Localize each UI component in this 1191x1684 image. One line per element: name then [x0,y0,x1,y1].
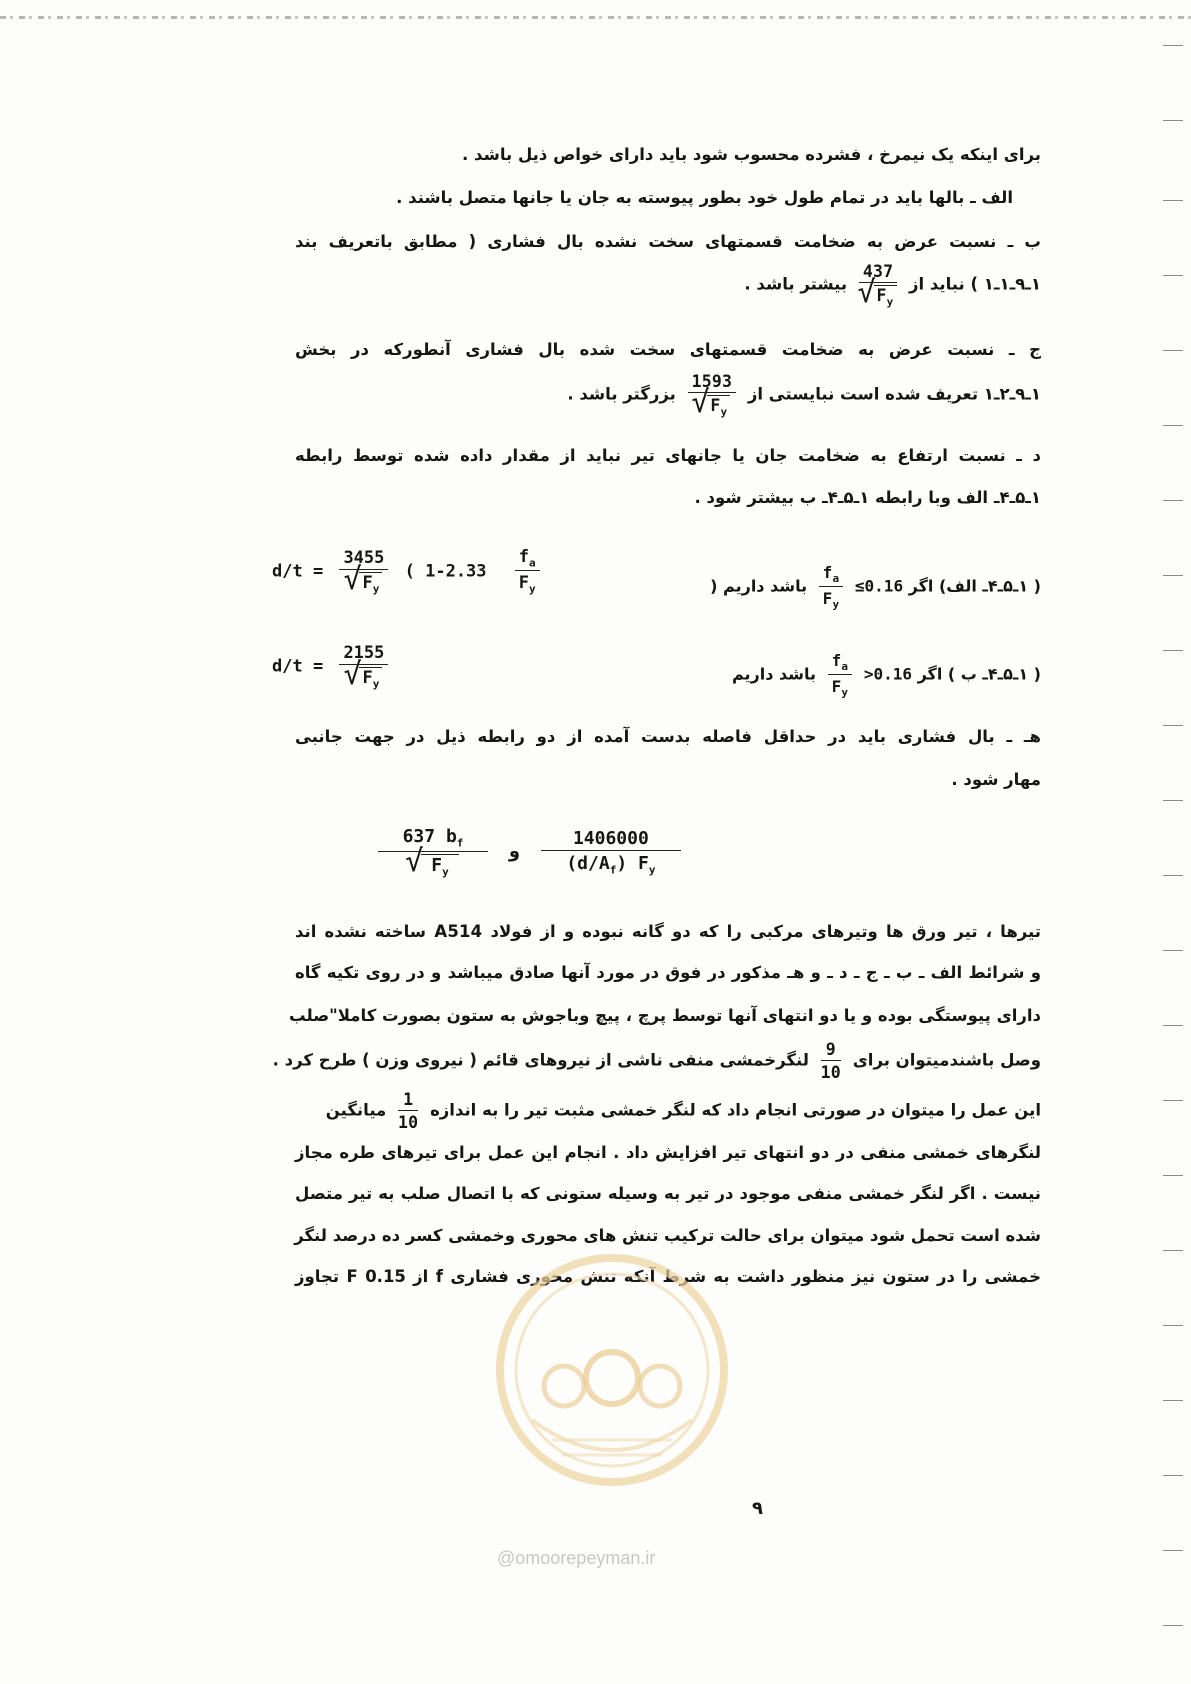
fraction-numerator: 2155 [339,643,388,665]
paragraph-line-7: نیست . اگر لنگر خمشی منفی موجود در تیر به وسیله ستونی که با اتصال صلب به تیر متصل [295,1184,1041,1203]
fraction-numerator: 1 [398,1090,418,1111]
equation-1-cond-ratio [819,563,844,611]
fraction-denominator: F [710,396,721,415]
page-number: ۹ [752,1498,763,1519]
subscript: f [609,863,617,877]
fraction-denominator: 10 [398,1113,419,1132]
fraction-numerator: 437 [859,262,897,283]
formula-conjunction: و [508,841,521,863]
bracing-formula-1 [378,826,488,878]
clause-he-line1: هـ ـ بال فشاری باید در حداقل فاصله بدست آمده از دو رابطه ذیل در جهت جانبی [295,727,1041,746]
fraction-denominator: 10 [820,1063,841,1082]
inline-fraction [398,1090,418,1132]
clause-be-tail: بیشتر باشد . [744,274,848,294]
clause-he-line2: مهار شود . [951,770,1041,789]
clause-dal-line1: د ـ نسبت ارتفاع به ضخامت جان یا جانهای تیر نباید از مقدار داده شده توسط رابطه [295,446,1041,465]
subscript: y [841,686,849,700]
bracing-formulas [372,826,687,878]
formula-denominator-tail: ) F [616,852,649,874]
equation-2-cond-ratio [828,651,853,699]
inline-fraction [821,1040,841,1082]
equation-1-ref: ( ۱ـ۵ـ۴ـ الف) اگر [908,576,1041,596]
equation-2-lhs [272,643,394,690]
subscript: y [832,598,840,612]
subscript: a [832,572,840,586]
subscript: y [372,677,380,691]
paragraph-line-6: لنگرهای خمشی منفی در دو انتهای تیر افزایش داد . انجام این عمل برای تیرهای طره مجاز [295,1143,1041,1162]
ratio-denominator: F [831,677,842,697]
clause-jim-fraction [688,372,737,418]
subscript: y [886,295,894,309]
subscript: y [372,582,380,596]
formula-numerator: 1406000 [541,828,681,851]
subscript: y [529,582,536,596]
watermark-text: @omoorepeyman.ir [497,1548,656,1568]
equation-2-ref: ( ۱ـ۵ـ۴ـ ب ) اگر [917,664,1041,684]
subscript: y [442,865,449,879]
ratio-numerator: f [822,563,833,582]
ratio-numerator: f [518,547,530,567]
paragraph-text: وصل باشندمیتوان برای [852,1050,1041,1070]
equation-2-condition [732,651,1041,699]
fraction-denominator: F [362,572,373,593]
equation-1-ratio [515,547,540,596]
clause-jim-tail: بزرگتر باشد . [567,384,676,404]
formula-denominator: F [431,854,443,876]
equation-1-paren: ( 1-2.33 [404,561,487,582]
subscript: y [648,863,656,877]
fraction-numerator: 1593 [688,372,737,393]
equation-1-fraction [339,548,388,595]
paragraph-text: میانگین [325,1100,387,1120]
paragraph-line-5 [270,1090,1041,1132]
subscript: f [456,836,464,850]
clause-be-text: ۱ـ۹ـ۱ـ۱ ) نباید از [908,274,1041,294]
clause-be-fraction [859,262,897,308]
paragraph-line-1: تیرها ، تیر ورق ها وتیرهای مرکبی را که دو گانه نبوده و از فولاد A514 ساخته نشده اند [295,922,1041,941]
equation-2-fraction [339,643,388,690]
paragraph-line-2: و شرائط الف ـ ب ـ ج ـ د ـ و هـ مذکور در فوق در مورد آنها صادق میباشد و در روی تکیه گاه [295,963,1041,982]
bracing-formula-2 [541,828,681,877]
equation-2-cond: >0.16 [863,664,912,684]
paragraph-text: لنگرخمشی منفی ناشی از نیروهای قائم ( نیروی وزن ) طرح کرد . [272,1050,809,1070]
ratio-denominator: F [518,573,530,594]
fraction-denominator: F [876,286,887,305]
paragraph-line-9: خمشی را در ستون نیز منظور داشت به شرط آنکه تنش محوری فشاری f از 0.15 F تجاوز [295,1267,1042,1286]
fraction-denominator: F [362,668,373,688]
clause-jim-text: ۱ـ۹ـ۲ـ۱ تعریف شده است نبایستی از [747,384,1041,404]
paragraph-text: این عمل را میتوان در صورتی انجام داد که لنگر خمشی مثبت تیر را به اندازه [430,1100,1041,1120]
subscript: y [720,405,728,419]
clause-be-line2 [744,262,1041,308]
clause-jim-line1: ج ـ نسبت عرض به ضخامت قسمتهای سخت شده بال فشاری آنطورکه در بخش [295,340,1041,359]
paragraph-line-8: شده است تحمل شود میتوان برای حالت ترکیب تنش های محوری وخمشی کسر ده درصد لنگر [294,1226,1041,1245]
paragraph-line-4 [273,1040,1041,1082]
subscript: a [841,660,849,674]
paragraph-line-3: دارای پیوستگی بوده و یا دو انتهای آنها توسط پرچ ، پیچ وباجوش به ستون بصورت کاملا"صلب [289,1006,1041,1025]
equation-lhs: d/t = [272,656,324,677]
clause-be-line1: ب ـ نسبت عرض به ضخامت قسمتهای سخت نشده بال فشاری ( مطابق باتعریف بند [295,232,1041,251]
subscript: a [529,556,536,570]
clause-alef: الف ـ بالها باید در تمام طول خود بطور پیوسته به جان یا جانها متصل باشند . [396,188,1013,207]
equation-2-text: باشد داریم [731,664,816,684]
fraction-numerator: 9 [821,1040,841,1061]
ratio-denominator: F [822,589,833,609]
equation-1-condition [710,563,1041,611]
formula-denominator: (d/A [566,852,610,874]
clause-dal-line2: ۱ـ۵ـ۴ـ الف وبا رابطه ۱ـ۵ـ۴ـ ب بیشتر شود . [694,488,1041,507]
equation-1-text: باشد داریم ( [710,576,808,596]
equation-lhs: d/t = [272,561,324,582]
equation-1-lhs [272,547,546,596]
fraction-numerator: 3455 [339,548,388,570]
clause-jim-line2 [567,372,1041,418]
equation-1-cond: ≤0.16 [854,576,904,596]
ratio-numerator: f [831,651,842,670]
formula-numerator: 637 b [402,826,457,847]
watermark-seal [492,1250,732,1490]
intro-line: برای اینکه یک نیمرخ ، فشرده محسوب شود باید دارای خواص ذیل باشد . [462,145,1041,164]
